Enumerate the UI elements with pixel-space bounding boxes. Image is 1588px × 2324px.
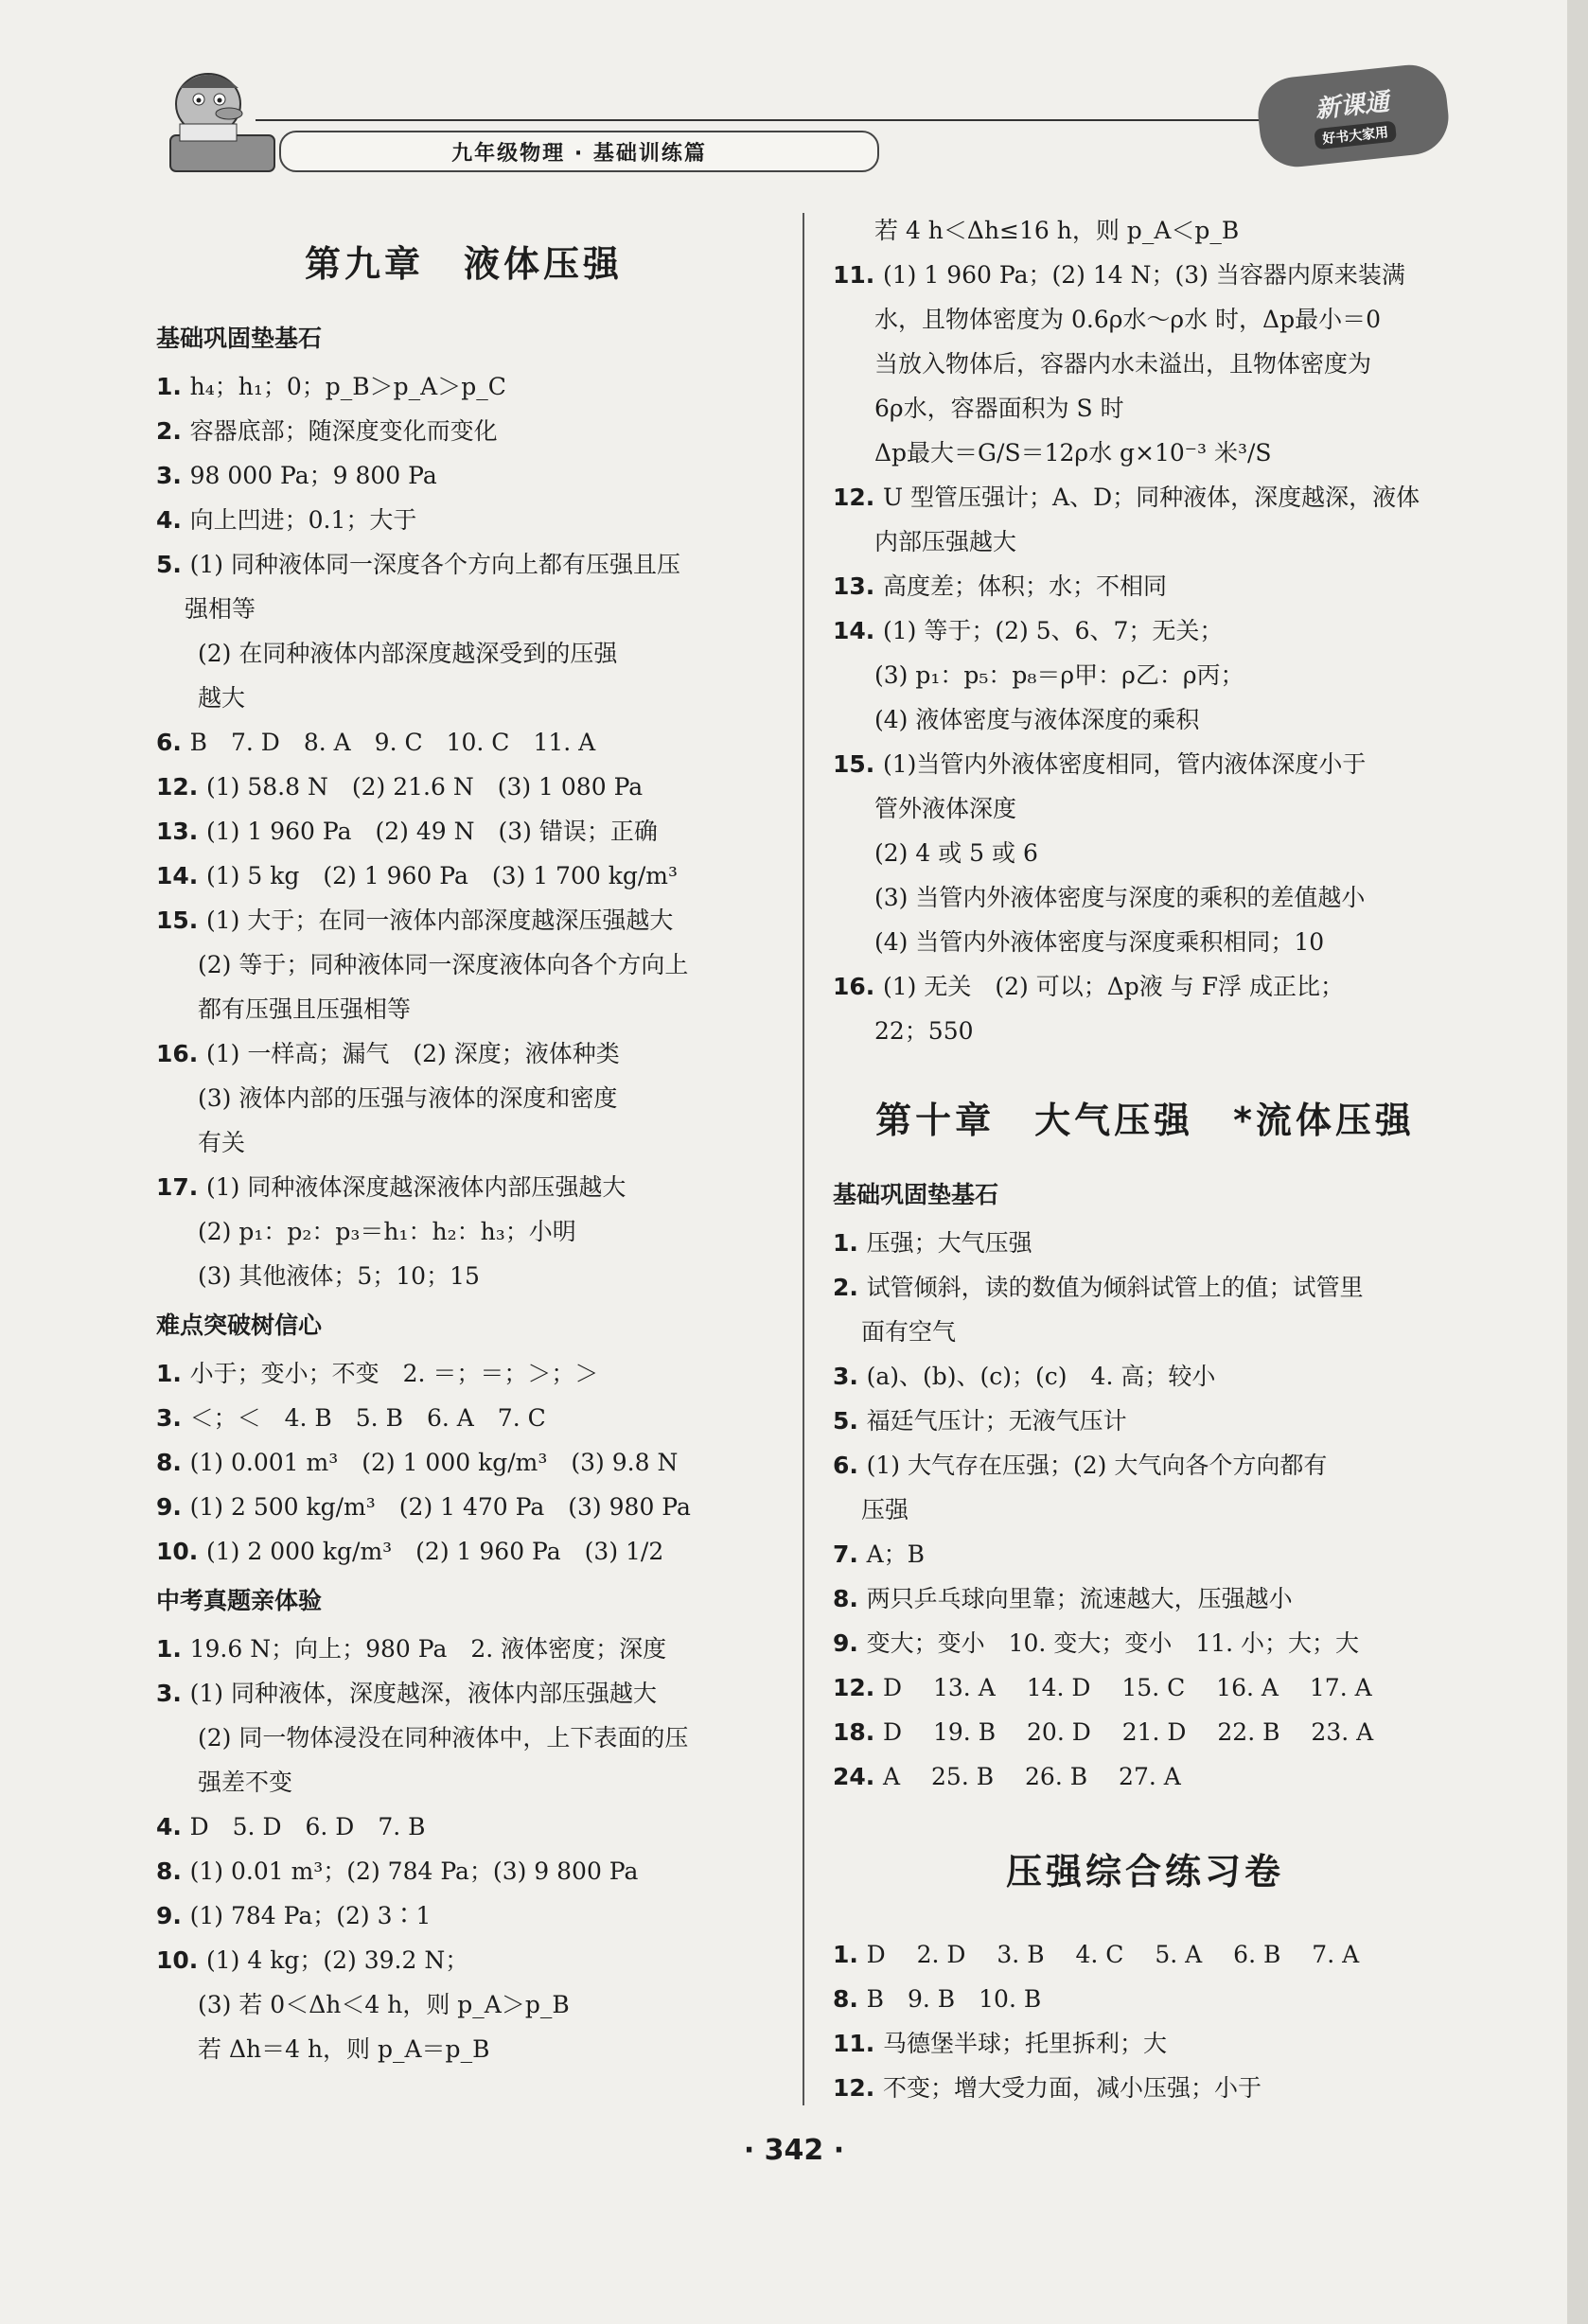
answer-text: (1) 等于；(2) 5、6、7；无关； xyxy=(883,617,1224,644)
answer-line xyxy=(156,1396,771,1440)
section-title: 难点突破树信心 xyxy=(156,1312,323,1339)
answer-line xyxy=(156,409,771,453)
answer-text: 试管倾斜，读的数值为倾斜试管上的值；试管里 xyxy=(866,1274,1364,1301)
brand-main: 新课通 xyxy=(1314,88,1391,125)
question-number: 14. xyxy=(833,617,883,644)
question-number: 18. xyxy=(833,1718,883,1746)
question-number: 3. xyxy=(156,1680,190,1707)
answer-text: h₄；h₁；0；p_B＞p_A＞p_C xyxy=(189,373,506,400)
chapter-10-answers xyxy=(833,1221,1457,1799)
question-number: 16. xyxy=(833,973,883,1000)
question-number: 9. xyxy=(156,1493,190,1521)
answer-text: 压强；大气压强 xyxy=(866,1229,1032,1257)
answer-line xyxy=(156,1805,771,1849)
answer-line xyxy=(156,1760,771,1805)
answer-line xyxy=(156,498,771,542)
answer-text: 小于；变小；不变 2. ＝；＝；＞；＞ xyxy=(189,1360,599,1387)
section-title: 基础巩固垫基石 xyxy=(156,325,323,352)
answer-text: (2) p₁：p₂：p₃＝h₁：h₂：h₃；小明 xyxy=(198,1218,576,1245)
answer-text: (2) 同一物体浸没在同种液体中，上下表面的压 xyxy=(198,1724,689,1752)
right-column xyxy=(833,208,1457,2110)
answer-text: (1) 0.01 m³；(2) 784 Pa；(3) 9 800 Pa xyxy=(189,1857,639,1885)
question-number: 3. xyxy=(833,1363,867,1390)
answer-line xyxy=(833,1221,1457,1265)
answer-line xyxy=(156,1529,771,1574)
answer-text: (1) 1 960 Pa；(2) 14 N；(3) 当容器内原来装满 xyxy=(883,261,1405,289)
answer-line xyxy=(833,1532,1457,1576)
answer-text: (1) 2 000 kg/m³ (2) 1 960 Pa (3) 1/2 xyxy=(206,1538,664,1565)
answer-line xyxy=(156,1849,771,1893)
answer-text: (1) 4 kg；(2) 39.2 N； xyxy=(206,1946,469,1974)
answer-line xyxy=(833,431,1457,475)
scan-edge xyxy=(1567,0,1588,2324)
answer-text: U 型管压强计；A、D；同种液体，深度越深，液体 xyxy=(883,484,1420,511)
question-number: 2. xyxy=(833,1274,867,1301)
answer-text: (3) 其他液体；5；10；15 xyxy=(198,1262,480,1290)
answer-text: 22；550 xyxy=(874,1017,974,1045)
answer-line xyxy=(833,1310,1457,1354)
answer-text: 两只乒乓球向里靠；流速越大，压强越小 xyxy=(866,1585,1293,1612)
answer-line xyxy=(833,742,1457,786)
brand-sub: 好书大家用 xyxy=(1314,120,1397,150)
answer-line xyxy=(833,519,1457,564)
answer-line xyxy=(833,386,1457,431)
answer-line xyxy=(156,1893,771,1938)
answer-text: D 19. B 20. D 21. D 22. B 23. A xyxy=(883,1718,1374,1746)
question-number: 3. xyxy=(156,462,190,489)
answer-text: 越大 xyxy=(198,684,246,712)
answer-line xyxy=(833,964,1457,1009)
answer-line xyxy=(156,587,771,631)
answer-text: (1) 5 kg (2) 1 960 Pa (3) 1 700 kg/m³ xyxy=(206,862,679,889)
answer-text: (1) 0.001 m³ (2) 1 000 kg/m³ (3) 9.8 N xyxy=(189,1449,679,1476)
answer-text: (3) 当管内外液体密度与深度的乘积的差值越小 xyxy=(874,884,1366,911)
answer-text: 强相等 xyxy=(185,595,256,623)
question-number: 1. xyxy=(833,1941,867,1968)
answer-text: 6ρ水，容器面积为 S 时 xyxy=(874,395,1124,422)
answer-text: (a)、(b)、(c)；(c) 4. 高；较小 xyxy=(866,1363,1216,1390)
answer-line xyxy=(156,1076,771,1120)
question-number: 6. xyxy=(833,1452,867,1479)
answer-text: 容器底部；随深度变化而变化 xyxy=(189,417,498,445)
answer-text: (1) 2 500 kg/m³ (2) 1 470 Pa (3) 980 Pa xyxy=(189,1493,691,1521)
answer-text: 马德堡半球；托里拆利；大 xyxy=(883,2030,1168,2057)
question-number: 12. xyxy=(156,773,206,801)
answer-text: (1) 一样高；漏气 (2) 深度；液体种类 xyxy=(206,1040,620,1067)
question-number: 1. xyxy=(156,1635,190,1663)
answer-line xyxy=(156,854,771,898)
answer-text: Δp最大＝G/S＝12ρ水 g×10⁻³ 米³/S xyxy=(874,439,1272,467)
question-number: 7. xyxy=(833,1541,867,1568)
answer-text: A；B xyxy=(866,1541,926,1568)
question-number: 4. xyxy=(156,1813,190,1840)
answer-line xyxy=(156,1351,771,1396)
answer-text: (1) 同种液体同一深度各个方向上都有压强且压 xyxy=(189,551,680,578)
question-number: 8. xyxy=(156,1449,190,1476)
answer-line xyxy=(833,564,1457,608)
answer-line xyxy=(156,1031,771,1076)
question-number: 2. xyxy=(156,417,190,445)
answer-text: 若 4 h＜Δh≤16 h，则 p_A＜p_B xyxy=(874,217,1240,244)
answer-line xyxy=(833,608,1457,653)
answer-text: (2) 4 或 5 或 6 xyxy=(874,839,1038,867)
answer-text: (2) 等于；同种液体同一深度液体向各个方向上 xyxy=(198,951,689,978)
answer-line xyxy=(833,1621,1457,1665)
answer-text: D 13. A 14. D 15. C 16. A 17. A xyxy=(883,1674,1372,1701)
chapter-9-continued xyxy=(833,208,1457,1053)
answer-line xyxy=(833,208,1457,253)
answer-text: 当放入物体后，容器内水未溢出，且物体密度为 xyxy=(874,350,1372,378)
page-number: · 342 · xyxy=(743,2134,845,2167)
exam-answers xyxy=(833,1932,1457,2110)
answer-text: 强差不变 xyxy=(198,1769,293,1796)
mascot-icon xyxy=(151,62,293,175)
question-number: 12. xyxy=(833,1674,883,1701)
answer-text: 变大；变小 10. 变大；变小 11. 小；大；大 xyxy=(866,1629,1360,1657)
question-number: 1. xyxy=(156,373,190,400)
answer-line xyxy=(156,1627,771,1671)
answer-text: A 25. B 26. B 27. A xyxy=(883,1763,1181,1790)
question-number: 11. xyxy=(833,261,883,289)
answer-text: 向上凹进；0.1；大于 xyxy=(189,506,417,534)
question-number: 13. xyxy=(156,818,206,845)
question-number: 3. xyxy=(156,1404,190,1432)
answer-text: D 2. D 3. B 4. C 5. A 6. B 7. A xyxy=(866,1941,1360,1968)
answer-line xyxy=(833,1399,1457,1443)
answer-line xyxy=(833,1576,1457,1621)
answer-line xyxy=(156,898,771,942)
question-number: 10. xyxy=(156,1538,206,1565)
question-number: 1. xyxy=(833,1229,867,1257)
page-header xyxy=(142,57,1467,180)
answer-line xyxy=(156,364,771,409)
answer-line xyxy=(156,1671,771,1716)
answer-text: (3) p₁：p₅：p₈＝ρ甲：ρ乙：ρ丙； xyxy=(874,661,1244,689)
answer-text: 都有压强且压强相等 xyxy=(198,995,412,1023)
question-number: 4. xyxy=(156,506,190,534)
answer-text: 若 Δh＝4 h，则 p_A＝p_B xyxy=(198,2035,490,2063)
answer-line xyxy=(833,786,1457,831)
header-rule xyxy=(256,119,1372,121)
answer-line xyxy=(156,453,771,498)
answer-line xyxy=(156,2027,771,2071)
exam-title: 压强综合练习卷 xyxy=(1005,1851,1284,1893)
answer-text: (4) 当管内外液体密度与深度乘积相同；10 xyxy=(874,928,1325,956)
answer-line xyxy=(156,1485,771,1529)
answer-line xyxy=(156,765,771,809)
book-title: 九年级物理 · 基础训练篇 xyxy=(279,131,879,172)
answer-line xyxy=(833,1710,1457,1754)
answer-text: (2) 在同种液体内部深度越深受到的压强 xyxy=(198,640,618,667)
answer-text: 19.6 N；向上；980 Pa 2. 液体密度；深度 xyxy=(189,1635,667,1663)
answer-text: 面有空气 xyxy=(861,1318,957,1346)
question-number: 8. xyxy=(833,1985,867,2013)
answer-line xyxy=(156,942,771,987)
answer-text: (4) 液体密度与液体深度的乘积 xyxy=(874,706,1200,733)
answer-line xyxy=(833,1977,1457,2021)
answer-line xyxy=(833,1443,1457,1488)
answer-line xyxy=(833,1754,1457,1799)
question-number: 15. xyxy=(156,907,206,934)
answer-line xyxy=(833,1488,1457,1532)
question-number: 16. xyxy=(156,1040,206,1067)
chapter-10-title: 第十章 大气压强 *流体压强 xyxy=(875,1100,1415,1141)
answer-text: 不变；增大受力面，减小压强；小于 xyxy=(883,2074,1262,2102)
answer-text: 高度差；体积；水；不相同 xyxy=(883,572,1168,600)
answer-text: (1) 大于；在同一液体内部深度越深压强越大 xyxy=(206,907,674,934)
answer-text: 有关 xyxy=(198,1129,246,1156)
answer-line xyxy=(833,1665,1457,1710)
answer-text: 福廷气压计；无液气压计 xyxy=(866,1407,1127,1435)
answer-line xyxy=(156,1982,771,2027)
answer-text: 98 000 Pa；9 800 Pa xyxy=(189,462,437,489)
answer-text: (1)当管内外液体密度相同，管内液体深度小于 xyxy=(883,750,1367,778)
section-title: 基础巩固垫基石 xyxy=(833,1181,999,1208)
answer-line xyxy=(833,1932,1457,1977)
question-number: 12. xyxy=(833,484,883,511)
question-number: 5. xyxy=(156,551,190,578)
answer-line xyxy=(833,653,1457,697)
answer-line xyxy=(156,987,771,1031)
answer-line xyxy=(156,676,771,720)
answer-text: ＜；＜ 4. B 5. B 6. A 7. C xyxy=(189,1404,546,1432)
answer-line xyxy=(833,1265,1457,1310)
question-number: 11. xyxy=(833,2030,883,2057)
question-number: 1. xyxy=(156,1360,190,1387)
answer-line xyxy=(156,542,771,587)
question-number: 17. xyxy=(156,1173,206,1201)
answer-text: (1) 无关 (2) 可以；Δp液 与 F浮 成正比； xyxy=(883,973,1344,1000)
answer-line xyxy=(833,297,1457,342)
answer-text: B 7. D 8. A 9. C 10. C 11. A xyxy=(189,729,596,756)
answer-line xyxy=(156,1440,771,1485)
question-number: 5. xyxy=(833,1407,867,1435)
answer-line xyxy=(833,2066,1457,2110)
answer-text: (1) 58.8 N (2) 21.6 N (3) 1 080 Pa xyxy=(206,773,644,801)
answer-line xyxy=(156,1254,771,1298)
answer-line xyxy=(156,720,771,765)
answer-line xyxy=(156,1120,771,1165)
question-number: 6. xyxy=(156,729,190,756)
answer-line xyxy=(833,697,1457,742)
answer-text: (1) 784 Pa；(2) 3∶1 xyxy=(189,1902,432,1929)
answer-line xyxy=(833,1354,1457,1399)
answer-line xyxy=(156,1209,771,1254)
answer-line xyxy=(833,831,1457,875)
section-title: 中考真题亲体验 xyxy=(156,1587,323,1614)
question-number: 9. xyxy=(156,1902,190,1929)
answer-text: (1) 1 960 Pa (2) 49 N (3) 错误；正确 xyxy=(206,818,658,845)
answer-text: 压强 xyxy=(861,1496,909,1523)
answer-line xyxy=(833,875,1457,920)
answer-line xyxy=(833,2021,1457,2066)
answer-text: (1) 同种液体深度越深液体内部压强越大 xyxy=(206,1173,626,1201)
question-number: 13. xyxy=(833,572,883,600)
answer-text: D 5. D 6. D 7. B xyxy=(189,1813,426,1840)
answer-text: (1) 同种液体，深度越深，液体内部压强越大 xyxy=(189,1680,657,1707)
question-number: 8. xyxy=(833,1585,867,1612)
answer-text: 内部压强越大 xyxy=(874,528,1017,555)
answer-line xyxy=(833,253,1457,297)
answer-text: B 9. B 10. B xyxy=(866,1985,1042,2013)
question-number: 10. xyxy=(156,1946,206,1974)
answer-text: 水，且物体密度为 0.6ρ水～ρ水 时，Δp最小＝0 xyxy=(874,306,1382,333)
question-number: 9. xyxy=(833,1629,867,1657)
question-number: 15. xyxy=(833,750,883,778)
answer-text: (1) 大气存在压强；(2) 大气向各个方向都有 xyxy=(866,1452,1328,1479)
answer-text: (3) 若 0＜Δh＜4 h，则 p_A＞p_B xyxy=(198,1991,570,2018)
answer-line xyxy=(833,342,1457,386)
answer-text: 管外液体深度 xyxy=(874,795,1017,822)
answer-line xyxy=(156,1716,771,1760)
left-column xyxy=(156,208,771,2071)
column-divider xyxy=(803,213,804,2105)
answer-line xyxy=(833,475,1457,519)
question-number: 24. xyxy=(833,1763,883,1790)
question-number: 14. xyxy=(156,862,206,889)
question-number: 12. xyxy=(833,2074,883,2102)
answer-line xyxy=(833,920,1457,964)
answer-line xyxy=(156,1938,771,1982)
chapter-9-sections xyxy=(156,319,771,2071)
answer-line xyxy=(156,1165,771,1209)
answer-line xyxy=(156,809,771,854)
answer-text: (3) 液体内部的压强与液体的深度和密度 xyxy=(198,1084,618,1112)
question-number: 8. xyxy=(156,1857,190,1885)
answer-line xyxy=(156,631,771,676)
brand-logo xyxy=(1255,62,1453,170)
answer-line xyxy=(833,1009,1457,1053)
chapter-9-title: 第九章 液体压强 xyxy=(304,243,623,285)
